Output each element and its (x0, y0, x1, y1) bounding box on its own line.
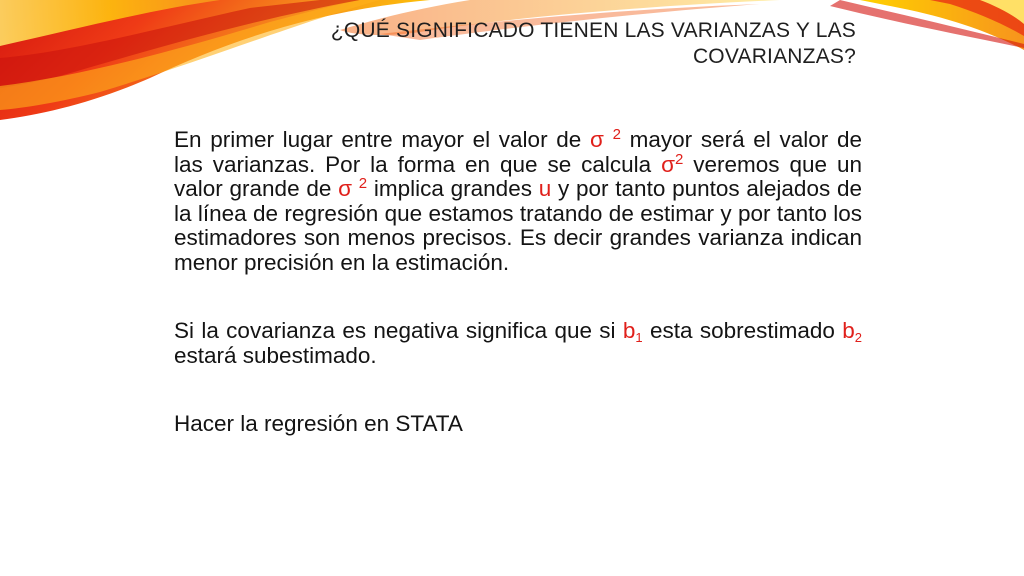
paragraph-variance-meaning (174, 128, 862, 275)
sigma-symbol: σ (661, 151, 675, 177)
sigma-exponent: 2 (612, 126, 621, 143)
sigma-exponent: 2 (675, 150, 684, 168)
coefficient-b2 (842, 318, 862, 343)
sigma-symbol: σ (589, 127, 604, 152)
b2-symbol: b (842, 318, 855, 343)
paragraph-covariance-meaning (174, 319, 862, 368)
residual-symbol: u (538, 176, 552, 201)
p2-text-1: Si la covarianza es negativa significa que si (174, 318, 623, 343)
b1-subscript: 1 (635, 330, 643, 345)
b2-subscript: 2 (854, 330, 862, 345)
slide-title-line-1: ¿QUÉ SIGNIFICADO TIENEN LAS VARIANZAS Y LAS (330, 19, 856, 42)
p1-text-5: y por tanto puntos alejados de la línea de regresión que estamos tratando de estimar y por tanto los estimadores son menos precisos. Es decir grandes varianza indican menor precisión en la estimación. (174, 176, 862, 275)
sigma-symbol: σ (338, 176, 353, 201)
slide-title-line-2: COVARIANZAS? (692, 45, 856, 68)
p1-text-2: mayor será el valor de las varianzas. Por la forma en que se calcula (174, 127, 862, 177)
p1-text-4: implica grandes (367, 176, 539, 201)
slide-body (174, 128, 862, 437)
paragraph-stata-regression: Hacer la regresión en STATA (174, 411, 463, 436)
p2-text-3: estará subestimado. (174, 342, 377, 368)
b1-symbol: b (622, 318, 636, 343)
sigma-exponent: 2 (358, 175, 368, 192)
slide-title (250, 18, 856, 70)
p1-text-3: veremos que un valor grande de (174, 151, 862, 201)
coefficient-b1 (623, 318, 643, 343)
p1-text-1: En primer lugar entre mayor el valor de (174, 127, 590, 152)
p2-text-2: esta sobrestimado (642, 318, 843, 343)
